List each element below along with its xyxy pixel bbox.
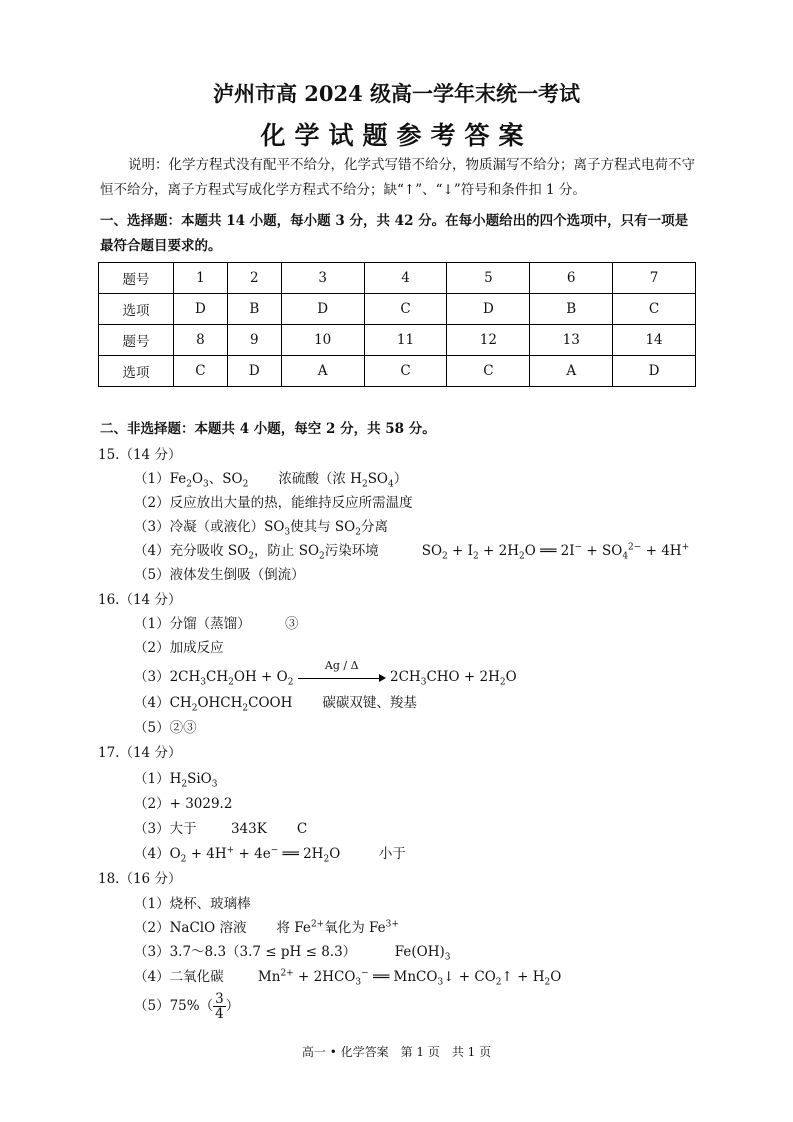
table-row bbox=[99, 263, 696, 294]
answer-option: D bbox=[281, 294, 364, 325]
answer-option: D bbox=[447, 294, 530, 325]
q15-answer-4: （4）充分吸收 $SO_2$，防止 $SO_2$污染环境 $SO_2 + I_2 + 2H_2O$ ══ $2I^- + SO_4^{2-} + 4H^+$ bbox=[134, 542, 690, 562]
table-row bbox=[99, 325, 696, 356]
page-title: 泸州市高 2024 级高一学年末统一考试 bbox=[212, 81, 581, 106]
answer-option: C bbox=[364, 356, 447, 387]
q16-label: 16.（14 分） bbox=[98, 592, 182, 608]
page-footer: 高一 • 化学答案 第 1 页 共 1 页 bbox=[301, 1045, 492, 1059]
question-number: 14 bbox=[613, 325, 696, 356]
q15-answer-5: （5）液体发生倒吸（倒流） bbox=[134, 567, 305, 583]
question-number: 2 bbox=[227, 263, 281, 294]
question-number: 7 bbox=[613, 263, 696, 294]
row-label: 选项 bbox=[99, 294, 174, 325]
section1-heading: 一、选择题：本题共 14 小题，每小题 3 分，共 42 分。在每小题给出的四个选项中，只有一项是最符合题目要求的。 bbox=[100, 213, 689, 254]
q16-answer-3: $(3)2CH_3CH_2OH + O_2$ Ag / Δ $2CH_3CHO + 2H_2O$ bbox=[134, 658, 517, 688]
question-number: 13 bbox=[530, 325, 613, 356]
reaction-condition: Ag / Δ bbox=[324, 658, 359, 672]
section2-heading: 二、非选择题：本题共 4 小题，每空 2 分，共 58 分。 bbox=[100, 421, 436, 437]
q16-answer-2: （2）加成反应 bbox=[134, 640, 224, 656]
q18-answer-3: （3）3.7～8.3（3.7 ≤ pH ≤ 8.3） $Fe(OH)_3$ bbox=[134, 944, 451, 963]
q16-answer-5: （5）②③ bbox=[134, 720, 197, 736]
question-number: 6 bbox=[530, 263, 613, 294]
page-subtitle: 化学试题参考答案 bbox=[260, 121, 533, 150]
answer-option: C bbox=[364, 294, 447, 325]
q15-answer-3: （3）冷凝（或液化）$SO_3$使其与 $SO_2$分离 bbox=[134, 519, 388, 538]
q18-answer-2: （2）NaClO 溶液 将 $Fe^{2+}$氧化为 $Fe^{3+}$ bbox=[134, 919, 399, 936]
table-row bbox=[99, 294, 696, 325]
arrow-icon bbox=[379, 674, 386, 682]
row-label: 选项 bbox=[99, 356, 174, 387]
answer-option: B bbox=[227, 294, 281, 325]
q18-answer-4: （4）二氧化碳 $Mn^{2+} + 2HCO_3^-$ ══ MnCO$_3$↓ + $CO_2↑ + H_2O$ bbox=[134, 968, 562, 988]
q17-label: 17.（14 分） bbox=[98, 745, 182, 761]
fraction: $\frac{3}{4}$ bbox=[215, 991, 224, 1022]
answer-option: D bbox=[613, 356, 696, 387]
q16-answer-1: （1）分馏（蒸馏） ③ bbox=[134, 616, 299, 632]
question-number: 9 bbox=[227, 325, 281, 356]
answer-option: D bbox=[227, 356, 281, 387]
answer-option: C bbox=[174, 356, 228, 387]
question-number: 4 bbox=[364, 263, 447, 294]
q15-answer-1: $(1)Fe_2O_3$、$SO_2$ 浓硫酸（浓 $H_2SO_4$） bbox=[134, 471, 408, 490]
q17-answer-1: $(1)H_2SiO_3$ bbox=[134, 771, 218, 790]
q16-answer-4: $(4)CH_2OHCH_2COOH$ 碳碳双键、羧基 bbox=[134, 695, 417, 714]
q18-label: 18.（16 分） bbox=[98, 871, 182, 887]
answer-option: A bbox=[281, 356, 364, 387]
q18-answer-5: （5）75%（ $\frac{3}{4}$ ） bbox=[134, 991, 240, 1022]
question-number: 10 bbox=[281, 325, 364, 356]
q15-label: 15.（14 分） bbox=[98, 447, 182, 463]
answer-table bbox=[98, 262, 696, 387]
answer-option: D bbox=[174, 294, 228, 325]
row-label: 题号 bbox=[99, 325, 174, 356]
instructions-note: 说明：化学方程式没有配平不给分，化学式写错不给分，物质漏写不给分；离子方程式电荷不守恒不给分，离子方程式写成化学方程式不给分；缺“↑”、“↓”符号和条件扣 1 分。 bbox=[100, 157, 695, 198]
answer-option: B bbox=[530, 294, 613, 325]
answer-option: C bbox=[447, 356, 530, 387]
answer-option: A bbox=[530, 356, 613, 387]
question-number: 12 bbox=[447, 325, 530, 356]
question-number: 8 bbox=[174, 325, 228, 356]
q15-answer-2: （2）反应放出大量的热，能维持反应所需温度 bbox=[134, 495, 413, 511]
answer-option: C bbox=[613, 294, 696, 325]
question-number: 1 bbox=[174, 263, 228, 294]
table-row bbox=[99, 356, 696, 387]
q17-answer-3: （3）大于 343K C bbox=[134, 821, 308, 837]
question-number: 11 bbox=[364, 325, 447, 356]
q18-answer-1: （1）烧杯、玻璃棒 bbox=[134, 896, 251, 912]
row-label: 题号 bbox=[99, 263, 174, 294]
q17-answer-4: $(4)O_2 + 4H^+ + 4e^-$ ══ $2H_2O$ 小于 bbox=[134, 845, 406, 865]
q17-answer-2: （2）+ 3029.2 bbox=[134, 796, 233, 812]
question-number: 3 bbox=[281, 263, 364, 294]
question-number: 5 bbox=[447, 263, 530, 294]
